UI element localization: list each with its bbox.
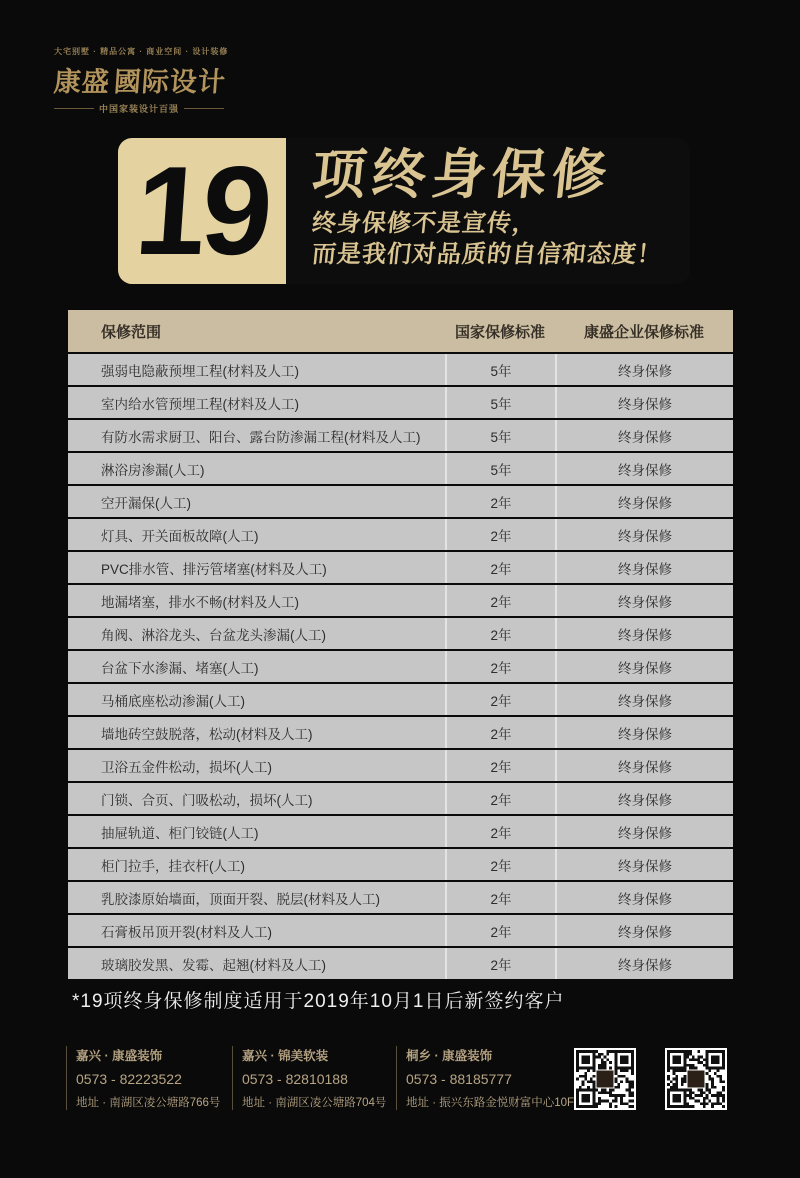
table-row <box>68 552 733 583</box>
warranty-scope-cell: 角阀、淋浴龙头、台盆龙头渗漏(人工) <box>101 627 326 643</box>
qr-code-1 <box>574 1048 636 1110</box>
contact-column <box>66 1046 231 1110</box>
company-standard-cell: 终身保修 <box>555 420 733 451</box>
table-row <box>68 717 733 748</box>
contact-phone: 0573 - 88185777 <box>406 1071 512 1087</box>
warranty-scope-cell: 门锁、合页、门吸松动，损坏(人工) <box>101 792 313 808</box>
company-standard-cell: 终身保修 <box>555 552 733 583</box>
national-standard-cell: 5年 <box>445 354 555 385</box>
warranty-scope-cell: 柜门拉手，挂衣杆(人工) <box>101 858 245 874</box>
national-standard-cell: 2年 <box>445 717 555 748</box>
table-row <box>68 783 733 814</box>
warranty-scope-cell: 室内给水管预埋工程(材料及人工) <box>101 396 299 412</box>
national-standard-cell: 2年 <box>445 519 555 550</box>
table-row <box>68 420 733 451</box>
table-row <box>68 387 733 418</box>
table-row <box>68 915 733 946</box>
table-row <box>68 684 733 715</box>
divider-line <box>184 108 224 109</box>
national-standard-cell: 2年 <box>445 651 555 682</box>
company-standard-cell: 终身保修 <box>555 948 733 979</box>
brand-subtitle: 中国家装设计百强 <box>99 104 180 114</box>
warranty-scope-cell: 抽屉轨道、柜门铰链(人工) <box>101 825 259 841</box>
company-standard-cell: 终身保修 <box>555 519 733 550</box>
national-standard-cell: 2年 <box>445 486 555 517</box>
warranty-scope-cell: PVC排水管、排污管堵塞(材料及人工) <box>101 561 327 577</box>
qr-code-2 <box>665 1048 727 1110</box>
table-row <box>68 651 733 682</box>
warranty-table <box>68 310 733 979</box>
company-standard-cell: 终身保修 <box>555 651 733 682</box>
national-standard-cell: 5年 <box>445 420 555 451</box>
hero-slogan-line2: 而是我们对品质的自信和态度！ <box>310 241 664 268</box>
brand-name <box>53 60 226 99</box>
company-standard-cell: 终身保修 <box>555 486 733 517</box>
table-header-row <box>68 310 733 352</box>
contact-address: 地址 · 南湖区凌公塘路766号 <box>76 1097 221 1109</box>
national-standard-cell: 2年 <box>445 684 555 715</box>
brand-logo <box>52 46 229 115</box>
warranty-scope-cell: 地漏堵塞，排水不畅(材料及人工) <box>101 594 299 610</box>
warranty-scope-cell: 淋浴房渗漏(人工) <box>101 462 205 478</box>
national-standard-cell: 2年 <box>445 948 555 979</box>
company-standard-cell: 终身保修 <box>555 882 733 913</box>
contact-phone: 0573 - 82223522 <box>76 1071 182 1087</box>
company-standard-cell: 终身保修 <box>555 453 733 484</box>
hero-title: 项终身保修 <box>308 145 616 205</box>
national-standard-cell: 2年 <box>445 783 555 814</box>
national-standard-cell: 2年 <box>445 585 555 616</box>
contact-address: 地址 · 振兴东路金悦财富中心10F <box>406 1097 575 1109</box>
contact-name: 嘉兴 · 锦美软装 <box>242 1049 329 1063</box>
column-header-national-standard: 国家保修标准 <box>454 323 545 341</box>
divider-line <box>54 108 94 109</box>
contact-phone: 0573 - 82810188 <box>242 1071 348 1087</box>
national-standard-cell: 2年 <box>445 882 555 913</box>
table-row <box>68 453 733 484</box>
warranty-scope-cell: 玻璃胶发黑、发霉、起翘(材料及人工) <box>101 957 326 973</box>
hero-number: 19 <box>131 140 274 281</box>
company-standard-cell: 终身保修 <box>555 915 733 946</box>
table-row <box>68 882 733 913</box>
company-standard-cell: 终身保修 <box>555 618 733 649</box>
hero-text-block <box>286 138 690 284</box>
column-header-company-standard: 康盛企业保修标准 <box>583 323 704 341</box>
warranty-scope-cell: 灯具、开关面板故障(人工) <box>101 528 259 544</box>
brand-subtitle-row <box>54 102 224 115</box>
contact-address: 地址 · 南湖区凌公塘路704号 <box>242 1097 387 1109</box>
table-row <box>68 849 733 880</box>
brand-tagline: 大宅别墅 · 精品公寓 · 商业空间 · 设计装修 <box>54 47 229 56</box>
national-standard-cell: 2年 <box>445 915 555 946</box>
national-standard-cell: 2年 <box>445 750 555 781</box>
national-standard-cell: 2年 <box>445 618 555 649</box>
company-standard-cell: 终身保修 <box>555 387 733 418</box>
national-standard-cell: 2年 <box>445 552 555 583</box>
table-row <box>68 354 733 385</box>
contact-name: 桐乡 · 康盛装饰 <box>406 1049 493 1063</box>
contact-column <box>232 1046 392 1110</box>
table-row <box>68 948 733 979</box>
national-standard-cell: 2年 <box>445 849 555 880</box>
warranty-scope-cell: 马桶底座松动渗漏(人工) <box>101 693 245 709</box>
contact-name: 嘉兴 · 康盛装饰 <box>76 1049 163 1063</box>
company-standard-cell: 终身保修 <box>555 585 733 616</box>
table-row <box>68 519 733 550</box>
hero-number-block <box>118 138 286 284</box>
national-standard-cell: 2年 <box>445 816 555 847</box>
column-header-scope: 保修范围 <box>101 323 162 341</box>
national-standard-cell: 5年 <box>445 387 555 418</box>
company-standard-cell: 终身保修 <box>555 750 733 781</box>
company-standard-cell: 终身保修 <box>555 354 733 385</box>
warranty-scope-cell: 乳胶漆原始墙面，顶面开裂、脱层(材料及人工) <box>101 891 380 907</box>
warranty-scope-cell: 墙地砖空鼓脱落，松动(材料及人工) <box>101 726 313 742</box>
company-standard-cell: 终身保修 <box>555 684 733 715</box>
contact-column <box>396 1046 578 1110</box>
footnote: *19项终身保修制度适用于2019年10月1日后新签约客户 <box>72 991 565 1012</box>
company-standard-cell: 终身保修 <box>555 816 733 847</box>
warranty-scope-cell: 卫浴五金件松动，损坏(人工) <box>101 759 272 775</box>
warranty-scope-cell: 有防水需求厨卫、阳台、露台防渗漏工程(材料及人工) <box>101 429 421 445</box>
hero-slogan-line1: 终身保修不是宣传， <box>310 210 539 237</box>
table-row <box>68 750 733 781</box>
warranty-scope-cell: 空开漏保(人工) <box>101 495 191 511</box>
hero-banner <box>118 138 690 284</box>
table-row <box>68 585 733 616</box>
table-row <box>68 816 733 847</box>
brand-name-primary: 康盛 <box>52 67 111 97</box>
company-standard-cell: 终身保修 <box>555 717 733 748</box>
warranty-scope-cell: 台盆下水渗漏、堵塞(人工) <box>101 660 259 676</box>
table-body <box>68 354 733 979</box>
company-standard-cell: 终身保修 <box>555 783 733 814</box>
warranty-scope-cell: 强弱电隐蔽预埋工程(材料及人工) <box>101 363 299 379</box>
brand-name-secondary: 國际设计 <box>112 67 227 97</box>
table-row <box>68 486 733 517</box>
company-standard-cell: 终身保修 <box>555 849 733 880</box>
warranty-scope-cell: 石膏板吊顶开裂(材料及人工) <box>101 924 272 940</box>
national-standard-cell: 5年 <box>445 453 555 484</box>
table-row <box>68 618 733 649</box>
